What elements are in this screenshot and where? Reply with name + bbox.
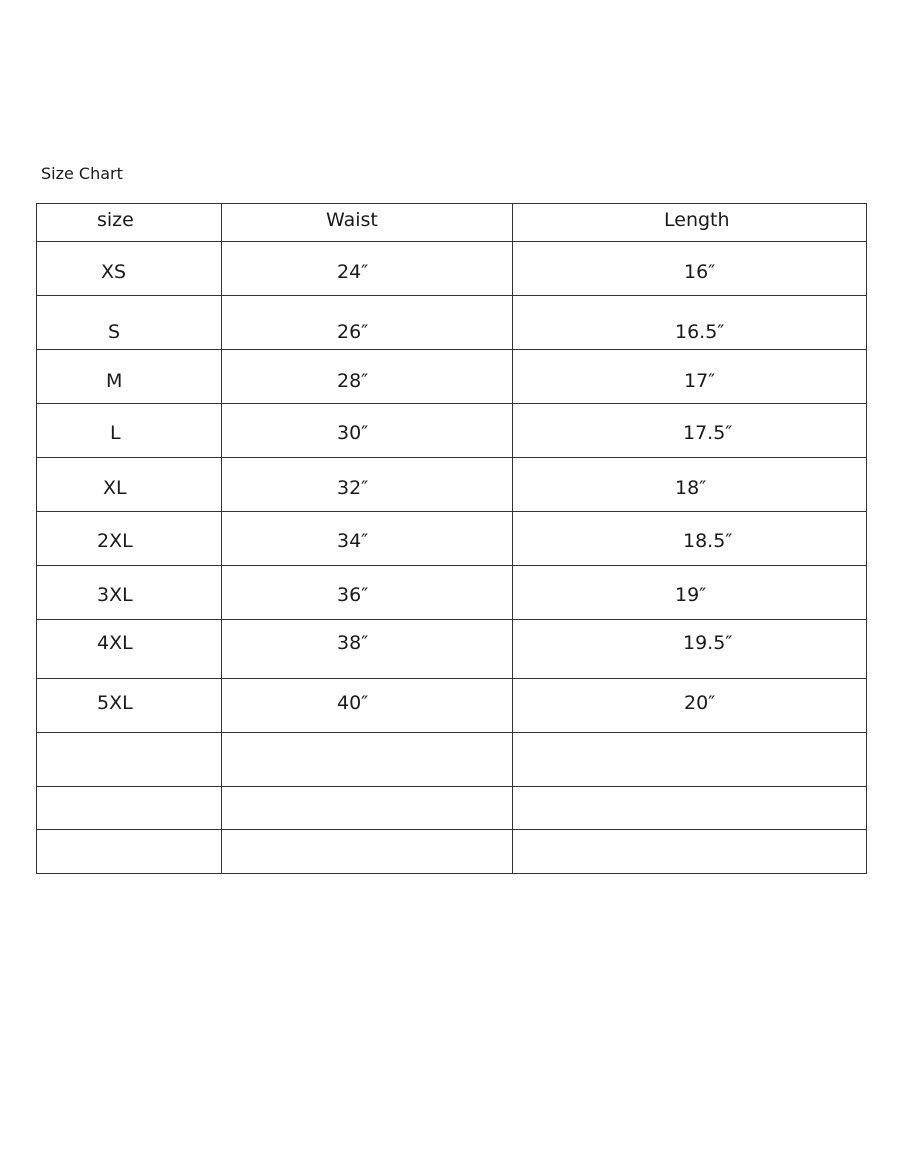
table-row	[37, 296, 867, 350]
length-cell: 19.5″	[513, 620, 867, 679]
length-cell: 16.5″	[513, 296, 867, 350]
size-cell: 2XL	[37, 512, 222, 566]
size-cell: XL	[37, 458, 222, 512]
size-cell: 3XL	[37, 566, 222, 620]
waist-cell	[222, 787, 513, 830]
length-cell	[513, 733, 867, 787]
length-cell: 18″	[513, 458, 867, 512]
header-waist: Waist	[222, 204, 513, 242]
size-cell: 5XL	[37, 679, 222, 733]
waist-cell	[222, 733, 513, 787]
length-cell: 17″	[513, 350, 867, 404]
size-table	[36, 203, 867, 874]
length-cell: 20″	[513, 679, 867, 733]
waist-cell: 34″	[222, 512, 513, 566]
waist-cell: 32″	[222, 458, 513, 512]
size-cell: 4XL	[37, 620, 222, 679]
table-row	[37, 679, 867, 733]
length-cell: 17.5″	[513, 404, 867, 458]
length-cell	[513, 830, 867, 874]
size-cell: M	[37, 350, 222, 404]
size-cell	[37, 733, 222, 787]
table-row	[37, 242, 867, 296]
chart-title: Size Chart	[41, 164, 123, 183]
header-size: size	[37, 204, 222, 242]
waist-cell: 40″	[222, 679, 513, 733]
waist-cell	[222, 830, 513, 874]
size-cell	[37, 787, 222, 830]
table-row	[37, 787, 867, 830]
waist-cell: 26″	[222, 296, 513, 350]
table-row	[37, 350, 867, 404]
table-row	[37, 830, 867, 874]
waist-cell: 24″	[222, 242, 513, 296]
size-cell	[37, 830, 222, 874]
table-row	[37, 566, 867, 620]
table-row	[37, 512, 867, 566]
size-cell: L	[37, 404, 222, 458]
header-row	[37, 204, 867, 242]
header-length: Length	[513, 204, 867, 242]
waist-cell: 38″	[222, 620, 513, 679]
length-cell: 18.5″	[513, 512, 867, 566]
size-cell: XS	[37, 242, 222, 296]
table-row	[37, 458, 867, 512]
waist-cell: 36″	[222, 566, 513, 620]
length-cell: 19″	[513, 566, 867, 620]
table-row	[37, 733, 867, 787]
length-cell	[513, 787, 867, 830]
table-row	[37, 620, 867, 679]
table-row	[37, 404, 867, 458]
waist-cell: 30″	[222, 404, 513, 458]
size-cell: S	[37, 296, 222, 350]
waist-cell: 28″	[222, 350, 513, 404]
length-cell: 16″	[513, 242, 867, 296]
